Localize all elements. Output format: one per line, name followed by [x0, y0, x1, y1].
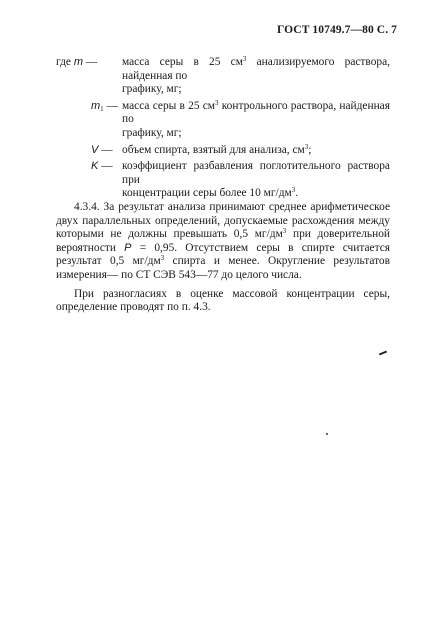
- def-line2-b: .: [295, 187, 299, 200]
- def-text-a: коэффициент разбавления поглотительного раствора при: [122, 160, 390, 186]
- definition-m1: [56, 100, 390, 141]
- superscript: 3: [282, 227, 287, 236]
- def-line2: графику, мг;: [122, 83, 182, 96]
- superscript: 3: [291, 186, 296, 195]
- superscript: 3: [160, 254, 165, 263]
- symbol-m1: m: [91, 99, 101, 112]
- dash: —: [101, 160, 113, 173]
- def-text-b: ;: [308, 143, 312, 156]
- page-header: ГОСТ 10749.7—80 С. 7: [276, 24, 397, 36]
- definition-term: [91, 144, 122, 158]
- document-body: [56, 56, 390, 315]
- para-text-a: 4.3.4. За результат анализа принимают среднее арифметическое двух параллельных определений, допускаемые расхождения между которыми не должны превышать 0,5 мг/дм: [56, 200, 390, 241]
- dash: —: [106, 99, 118, 112]
- stray-mark: [379, 351, 387, 356]
- subscript: 1: [100, 104, 104, 113]
- def-line2-a: концентрации серы более 10 мг/дм: [122, 187, 292, 200]
- superscript: 3: [242, 55, 247, 63]
- para-text-c: = 0,95. Отсутствием серы в спирте считается результат 0,5 мг/дм: [56, 241, 390, 268]
- definition-term: [56, 56, 122, 70]
- dash: —: [101, 143, 113, 156]
- definition-term: [91, 160, 122, 174]
- paragraph-disagreement: При разногласиях в оценке массовой концентрации серы, определение проводят по п. 4.3.: [56, 287, 390, 314]
- definition-text: [122, 56, 390, 97]
- definition-v: [56, 144, 390, 158]
- def-text-b: контрольного раствора, найденная по: [122, 99, 390, 126]
- def-text-a: объем спирта, взятый для анализа, см: [122, 143, 305, 156]
- para-text-b: при доверительной вероятности: [56, 228, 390, 254]
- def-text-a: масса серы в 25 см: [122, 99, 215, 112]
- symbol-v: V: [91, 143, 99, 156]
- stray-dot: [326, 433, 328, 435]
- where-word: где: [56, 56, 71, 68]
- paragraph-4-3-4: [56, 201, 390, 283]
- superscript: 3: [304, 142, 309, 151]
- symbol-m: m: [73, 56, 83, 68]
- definition-text: [122, 100, 390, 141]
- dash: —: [85, 56, 98, 68]
- definition-m: [56, 56, 390, 97]
- def-line2: [122, 187, 390, 201]
- symbol-k: K: [91, 160, 99, 173]
- definition-text: [122, 160, 390, 201]
- def-text-b: анализируемого раствора, найденная по: [122, 56, 390, 82]
- definition-term: [91, 100, 122, 114]
- definition-k: [56, 160, 390, 201]
- def-text-a: масса серы в 25 см: [122, 56, 243, 68]
- def-line2: графику, мг;: [122, 126, 182, 139]
- para-text-d: спирта и менее. Округление результатов измерения— по СТ СЭВ 543—77 до целого числа.: [56, 255, 390, 281]
- symbol-p: P: [124, 241, 132, 254]
- superscript: 3: [215, 98, 219, 107]
- definition-text: [122, 144, 390, 158]
